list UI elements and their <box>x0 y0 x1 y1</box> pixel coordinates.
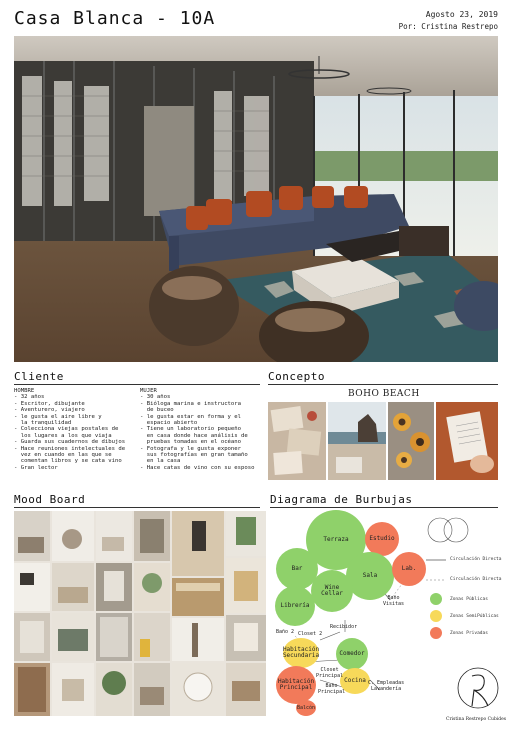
hombre-line: - Colecciona viejas postales de <box>14 426 119 433</box>
hombre-line: - Escritor, dibujante <box>14 400 85 407</box>
mujer-heading: MUJER <box>140 388 157 394</box>
mood-board-rule <box>14 507 260 508</box>
cliente-title: Cliente <box>14 370 64 383</box>
label-bano-principal: Baño Principal <box>318 683 346 695</box>
mujer-line: en casa donde hace análisis de <box>140 432 248 439</box>
legend-circle-icon <box>428 518 452 542</box>
bubble-wine-cellar: Wine Cellar <box>311 570 353 612</box>
date-label: Agosto 23, 2019 <box>425 10 498 19</box>
mood-board-title: Mood Board <box>14 493 86 506</box>
mood-board-image <box>14 511 266 716</box>
concepto-rule <box>268 384 498 385</box>
label-bano2: Baño 2 <box>276 629 295 635</box>
bubble-sala: Sala <box>346 552 394 600</box>
hombre-line: - Guarda sus cuadernos de dibujos <box>14 439 126 446</box>
legend-circle-icon <box>444 518 468 542</box>
hombre-line: los lugares a los que viaja <box>14 432 112 439</box>
concept-photo-sunflowers <box>388 402 434 480</box>
mujer-line: - Bióloga marina e instructora <box>140 400 242 407</box>
concepto-subtitle: BOHO BEACH <box>348 389 420 399</box>
legend-privadas: Zonas Privadas <box>450 631 488 636</box>
concept-photo-postcards <box>268 402 326 480</box>
hombre-line: - Gran lector <box>14 464 58 471</box>
bubble-balcon: Balcón <box>296 700 316 716</box>
cliente-hombre <box>14 388 125 471</box>
mujer-line: espacio abierto <box>140 420 198 427</box>
living-room-render-image <box>14 36 498 362</box>
mujer-line: de buceo <box>140 407 174 414</box>
concept-photo-beach <box>328 402 386 480</box>
legend-semipublicas: Zonas SemiPúblicas <box>450 614 499 619</box>
mujer-line: - Tiene un laboratorio pequeño <box>140 426 242 433</box>
hombre-line: comentan libros y se cata vino <box>14 458 122 465</box>
bubble-habitacion-principal: Habitación Principal <box>276 666 316 704</box>
bubble-estudio: Estudio <box>365 522 399 556</box>
diagrama-title: Diagrama de Burbujas <box>270 493 413 506</box>
hombre-line: - Hace reuniones intelectuales de <box>14 445 126 452</box>
label-closet-principal: Closet Principal <box>316 667 344 679</box>
signature-caption: Cristina Restrepo Cubides <box>446 717 507 722</box>
legend-publicas-dot <box>430 593 442 605</box>
mujer-line: - Fotografa y le gusta exponer <box>140 445 242 452</box>
diagrama-rule <box>270 507 498 508</box>
legend-semipublicas-dot <box>430 610 442 622</box>
hombre-line: - Aventurero, viajero <box>14 407 85 414</box>
legend-circ-directa: Circulación Directa <box>450 557 502 562</box>
logo-r-icon <box>472 675 488 706</box>
bubble-habitacion-secundaria: Habitación Secundaria <box>283 638 319 668</box>
cliente-rule <box>14 384 260 385</box>
mujer-line: en la casa <box>140 458 181 465</box>
author-label: Por: Cristina Restrepo <box>398 22 498 31</box>
bubble-cocina: Cocina <box>340 668 370 694</box>
mood-board-collage <box>14 511 266 716</box>
bubble-lab: Lab. <box>392 552 426 586</box>
hombre-line: la tranquilidad <box>14 420 72 427</box>
bubble-comedor: Comedor <box>336 638 368 670</box>
hombre-line: vez en cuando en las que se <box>14 452 112 459</box>
label-recibidor: Recibidor <box>330 624 358 630</box>
hombre-heading: HOMBRE <box>14 388 35 394</box>
logo-circle-icon <box>458 668 498 708</box>
concept-photo-notebook <box>436 402 498 480</box>
bubble-bar: Bar <box>276 548 318 590</box>
hombre-line: - le gusta el aire libre y <box>14 413 102 420</box>
living-room-render <box>14 36 498 362</box>
legend-circ-directa-2: Circulación Directa <box>450 577 502 582</box>
bubble-libreria: Librería <box>275 586 315 626</box>
mujer-line: pruebas tomadas en el océano <box>140 439 242 446</box>
mujer-line: - le gusta estar en forma y el <box>140 413 242 420</box>
page-title: Casa Blanca - 10A <box>14 8 216 29</box>
label-bano-visitas: Baño Visitas <box>383 595 405 607</box>
bubble-terraza: Terraza <box>306 510 366 570</box>
legend-publicas: Zonas Públicas <box>450 597 488 602</box>
cliente-mujer <box>140 388 255 471</box>
label-empleadas: C. Empleadas Lavandería <box>368 680 405 692</box>
label-closet2: Closet 2 <box>298 631 323 637</box>
mujer-line: - Hace catas de vino con su esposo <box>140 464 255 471</box>
concepto-title: Concepto <box>268 370 325 383</box>
mujer-line: sus fotografías en gran tamaño <box>140 452 248 459</box>
legend-privadas-dot <box>430 627 442 639</box>
hombre-line: - 32 años <box>14 394 45 401</box>
mujer-line: - 30 años <box>140 394 171 401</box>
